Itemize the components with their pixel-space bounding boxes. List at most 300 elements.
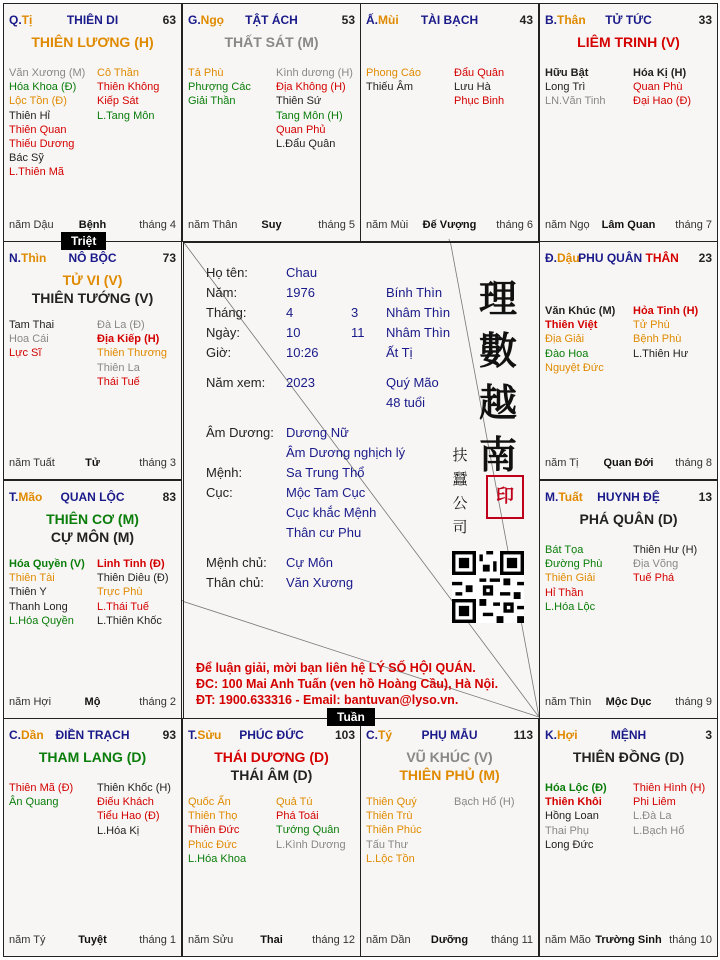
minor-stars-left [545,66,606,109]
day-label: Ngày: [206,325,240,340]
day-lunar: 11 [351,325,365,340]
menh-chu-value: Cự Môn [286,555,333,570]
chi-text: Thìn [21,251,47,265]
minor-star: Thiên Việt [545,319,598,332]
seal-char: 蠶 [452,470,468,488]
minor-stars-right [454,66,504,109]
minor-star: Hóa Quyền (V) [9,558,85,570]
minor-star: Thiên Trù [366,810,413,823]
name-value: Chau [286,265,318,280]
palace-footer [9,934,176,948]
can-text: Đ. [545,251,557,265]
minor-star: Điếu Khách [97,796,154,809]
minor-stars-right [633,543,697,586]
minor-star: Hỉ Thần [545,586,584,599]
palace-footer [366,934,533,948]
minor-star: Thiên Phúc [366,824,422,837]
minor-star: Thái Tuế [97,375,140,388]
palace-name [188,728,355,742]
month-label: Tháng: [206,305,247,320]
minor-stars-left [366,66,421,94]
palace-cell-mao [3,480,182,719]
palace-number: 23 [698,251,712,265]
minor-star: Hữu Bật [545,67,589,79]
footer-year: năm Thân [188,219,238,231]
can-text: G. [188,13,201,27]
horoscope-board [3,3,717,957]
minor-star: Quan Phủ [276,123,326,136]
minor-star: L.Hóa Quyền [9,614,74,627]
year-label: Năm: [206,285,238,300]
minor-star: Địa Không (H) [276,81,346,94]
minor-star: L.Hóa Kị [97,824,140,837]
minor-star: Thiên Khôi [545,796,602,809]
minor-star: Đẩu Quân [454,67,505,79]
minor-star: Ân Quang [9,796,59,809]
footer-phase: Dưỡng [430,934,469,946]
minor-star: Hồng Loan [545,810,599,823]
palace-title: QUAN LỘC [60,490,125,504]
main-star: LIÊM TRINH (V) [577,34,680,50]
palace-cell-ngo [182,3,361,242]
minor-star: L.Thái Tuế [97,600,149,613]
minor-star: Văn Xương (M) [9,67,86,79]
month-value: 4 [286,305,294,320]
minor-star: L.Hóa Khoa [188,852,247,865]
than-chu-label: Thân chủ: [206,575,264,590]
minor-star: Kiếp Sát [97,95,139,108]
minor-stars-left [545,781,607,852]
footer-month: tháng 6 [496,219,533,231]
palace-name [9,490,176,504]
cuc-label: Cục: [206,485,233,500]
amduong-label: Âm Dương: [206,425,274,440]
minor-star: L.Thiên Hư [633,347,689,360]
view-year-label: Năm xem: [206,375,266,390]
palace-header [366,13,533,29]
minor-star: Thiên Thương [97,347,168,360]
main-star: THẤT SÁT (M) [224,34,319,50]
footer-phase: Tử [85,457,100,469]
main-star: VŨ KHÚC (V) [406,749,493,765]
palace-footer [188,934,355,948]
palace-footer [366,219,533,233]
can-text: M. [545,490,559,504]
minor-star: Tử Phù [633,319,670,332]
footer-month: tháng 12 [312,934,355,946]
footer-phase: Suy [261,219,282,231]
minor-stars-left [366,795,422,866]
footer-year: năm Hợi [9,696,52,708]
minor-star: Địa Kiếp (H) [97,333,160,346]
seal-side-text [450,443,470,539]
chi-text: Thân [557,13,586,27]
minor-stars-right [97,318,167,389]
palace-footer [188,219,355,233]
footer-month: tháng 9 [675,696,712,708]
contact-line-1: Để luận giải, mời bạn liên hệ LÝ SỐ HỘI QUÁN. [196,661,476,675]
minor-star: Hóa Khoa (Đ) [9,81,77,94]
minor-stars-left [9,781,73,809]
palace-title: TỬ TỨC [605,13,652,27]
footer-year: năm Thìn [545,696,592,708]
minor-star: L.Thiên Mã [9,166,65,179]
footer-phase: Thai [260,934,283,946]
palace-footer [9,696,176,710]
minor-star: Văn Khúc (M) [545,305,616,317]
palace-footer [9,219,176,233]
minor-star: Thiên Quý [366,796,417,808]
contact-phone-email[interactable]: ĐT: 1900.633316 - Email: bantuvan@lyso.vn. [196,693,459,707]
can-text: C. [9,728,21,742]
palace-header [545,490,712,506]
main-star: THÁI DƯƠNG (D) [214,749,329,765]
minor-stars-right [633,781,705,838]
palace-name [9,251,176,265]
minor-stars-right [276,66,353,151]
palace-title: HUYNH ĐỆ [597,490,660,504]
minor-star: Giải Thần [188,95,236,108]
minor-stars-right [97,66,159,123]
palace-header [545,251,712,267]
palace-cell-mui [360,3,539,242]
minor-star: L.Bạch Hổ [633,824,685,837]
chi-text: Tuất [558,490,583,504]
tuan-badge: Tuần [327,708,375,726]
minor-star: L.Kình Dương [276,838,346,851]
minor-star: Lực Sĩ [9,347,42,360]
palace-title: TẬT ÁCH [245,13,298,27]
minor-star: Thiên Không [97,81,160,94]
footer-month: tháng 11 [490,934,533,946]
day-can: Nhâm Thìn [386,325,451,340]
palace-title: NÔ BỘC [68,251,117,265]
palace-name [545,490,712,504]
minor-star: L.Tang Môn [97,109,155,122]
footer-year: năm Mùi [366,219,409,231]
can-text: C. [366,728,378,742]
minor-star: Bệnh Phù [633,333,682,346]
can-text: Q. [9,13,22,27]
minor-star: Thiên Hình (H) [633,782,706,794]
footer-year: năm Ngọ [545,219,590,231]
palace-cell-dan [3,718,182,957]
minor-star: LN.Văn Tinh [545,95,606,108]
minor-star: Đào Hoa [545,347,589,360]
footer-year: năm Tị [545,457,579,469]
year-can: Bính Thìn [386,285,443,300]
chi-text: Hợi [557,728,578,742]
palace-header [366,728,533,744]
minor-star: Tướng Quân [276,824,340,837]
seal-char: 公 [452,494,468,512]
palace-header [9,490,176,506]
minor-star: Bác Sỹ [9,152,44,165]
minor-star: Thiên Diêu (Đ) [97,572,169,585]
palace-header [545,13,712,29]
palace-number: 103 [334,728,355,742]
palace-footer [545,696,712,710]
palace-name [545,251,712,265]
qr-code[interactable] [452,551,524,623]
palace-cell-dau [539,241,718,480]
minor-star: Đà La (Đ) [97,319,145,331]
minor-star: Quả Tú [276,796,313,808]
red-seal-stamp: 印 [486,475,524,519]
minor-stars-left [9,318,54,361]
minor-stars-left [545,543,602,614]
footer-phase: Trường Sinh [595,934,662,946]
minor-star: Long Trì [545,81,586,94]
amduong-note: Âm Dương nghịch lý [286,445,406,460]
palace-cell-ty2 [360,718,539,957]
minor-star: Hoa Cái [9,333,49,346]
age-value: 48 tuổi [386,395,426,410]
can-text: Ấ. [366,13,378,27]
palace-cell-tuat [539,480,718,719]
minor-star: Thiên Quan [9,123,67,136]
minor-star: Cô Thần [97,67,139,79]
minor-star: Thiếu Dương [9,138,75,151]
minor-star: Địa Giải [545,333,585,346]
than-tag: THÂN [645,251,679,265]
palace-footer [545,457,712,471]
footer-year: năm Dần [366,934,411,946]
main-star: THIÊN PHỦ (M) [399,767,500,783]
minor-star: Lộc Tồn (Đ) [9,95,67,108]
month-lunar: 3 [351,305,359,320]
palace-footer [545,934,712,948]
palace-number: 33 [698,13,712,27]
minor-stars-right [454,795,515,809]
footer-year: năm Dậu [9,219,54,231]
palace-header [9,251,176,267]
hour-label: Giờ: [206,345,232,360]
view-year-value: 2023 [286,375,315,390]
footer-month: tháng 4 [139,219,176,231]
can-text: T. [188,728,198,742]
calligraphy-char: 數 [478,328,517,373]
minor-star: Bạch Hổ (H) [454,796,515,808]
palace-cell-than [539,3,718,242]
month-can: Nhâm Thìn [386,305,451,320]
minor-star: Bát Tọa [545,544,584,556]
minor-star: Hóa Kị (H) [633,67,687,79]
than-cu-note: Thân cư Phu [286,525,362,540]
minor-star: Thiên La [97,361,140,374]
palace-title: PHU QUÂN [578,251,643,265]
footer-month: tháng 3 [139,457,176,469]
minor-stars-right [97,557,169,628]
minor-stars-right [633,304,698,361]
minor-star: Trực Phù [97,586,143,599]
minor-star: L.Đẩu Quân [276,138,336,151]
palace-number: 63 [162,13,176,27]
day-value: 10 [286,325,301,340]
palace-number: 53 [341,13,355,27]
palace-name [545,13,712,27]
menh-chu-label: Mệnh chủ: [206,555,267,570]
minor-star: Thiên Hư (H) [633,544,698,556]
minor-star: Thiên Sứ [276,95,322,108]
palace-name [366,728,533,742]
minor-star: Thiếu Âm [366,81,414,94]
footer-phase: Quan Đới [603,457,654,469]
footer-year: năm Tuất [9,457,55,469]
minor-star: Thiên Hỉ [9,109,50,122]
palace-header [9,728,176,744]
triet-badge: Triệt [61,232,106,250]
main-star: TỬ VI (V) [62,272,123,288]
palace-footer [545,219,712,233]
palace-number: 3 [705,728,712,742]
minor-star: Lưu Hà [454,81,491,94]
minor-star: Tấu Thư [366,838,409,851]
minor-star: Phúc Đức [188,838,237,851]
can-text: N. [9,251,21,265]
palace-header [9,13,176,29]
center-info-panel [183,242,540,719]
minor-star: Quốc Ấn [188,796,231,808]
minor-star: Hỏa Tinh (H) [633,305,699,317]
minor-stars-right [276,795,346,852]
seal-char: 扶 [452,446,468,464]
minor-star: Hóa Lộc (Đ) [545,782,607,794]
palace-cell-ty [3,3,182,242]
calligraphy-logo [468,273,528,481]
minor-star: Phi Liêm [633,796,676,809]
can-text: T. [9,490,19,504]
footer-month: tháng 5 [318,219,355,231]
hour-value: 10:26 [286,345,319,360]
hour-can: Ất Tị [386,345,413,360]
minor-star: Phá Toái [276,810,319,823]
minor-star: Đại Hao (Đ) [633,95,692,108]
palace-number: 93 [162,728,176,742]
footer-phase: Mộ [84,696,101,708]
minor-stars-left [9,66,85,180]
menh-label: Mệnh: [206,465,243,480]
minor-star: Linh Tinh (Đ) [97,558,165,570]
footer-year: năm Sửu [188,934,234,946]
palace-name [9,13,176,27]
chi-text: Mùi [378,13,399,27]
chi-text: Ngọ [200,13,224,27]
amduong-value: Dương Nữ [286,425,349,440]
minor-stars-left [188,66,251,109]
minor-star: Tiểu Hao (Đ) [97,810,160,823]
minor-star: Phượng Các [188,81,251,94]
footer-month: tháng 7 [675,219,712,231]
footer-phase: Đế Vượng [422,219,477,231]
palace-title: ĐIỀN TRẠCH [55,728,130,742]
palace-header [545,728,712,744]
main-star: THIÊN CƠ (M) [46,511,139,527]
footer-month: tháng 8 [675,457,712,469]
main-star: THAM LANG (D) [38,749,147,765]
footer-phase: Tuyệt [78,934,107,946]
main-star: THIÊN TƯỚNG (V) [31,290,154,306]
year-value: 1976 [286,285,315,300]
palace-number: 113 [513,728,533,742]
minor-star: Phong Cáo [366,67,422,79]
minor-star: Thiên Y [9,586,47,599]
calligraphy-char: 越 [478,380,517,425]
palace-cell-thin [3,241,182,480]
minor-star: Thiên Đức [188,824,240,837]
name-label: Họ tên: [206,265,248,280]
palace-number: 73 [162,251,176,265]
minor-star: Tuế Phá [633,572,675,585]
minor-star: Phục Binh [454,95,505,108]
minor-stars-left [545,304,615,375]
palace-name [188,13,355,27]
minor-star: Thanh Long [9,600,68,613]
minor-star: Đường Phù [545,558,603,571]
minor-star: L.Đà La [633,810,672,823]
minor-star: L.Thiên Khốc [97,614,162,627]
palace-title: THIÊN DI [66,13,119,27]
minor-star: Thai Phụ [545,824,590,837]
palace-title: TÀI BẠCH [420,13,479,27]
contact-address: ĐC: 100 Mai Anh Tuấn (ven hồ Hoàng Cầu), Hà Nội. [196,677,499,691]
seal-char: 司 [452,518,468,536]
minor-star: Địa Võng [633,558,679,571]
footer-year: năm Tý [9,934,46,946]
main-star: CỰ MÔN (M) [50,529,135,545]
main-star: THIÊN ĐỒNG (D) [572,749,685,765]
minor-star: Thiên Thọ [188,810,238,823]
minor-stars-right [633,66,691,109]
footer-phase: Lâm Quan [601,219,656,231]
chi-text: Mão [18,490,43,504]
than-chu-value: Văn Xương [286,575,354,590]
minor-star: Kình dương (H) [276,67,353,79]
can-text: B. [545,13,557,27]
palace-number: 83 [162,490,176,504]
main-star: THIÊN LƯƠNG (H) [31,34,154,50]
main-star: PHÁ QUÂN (D) [579,511,678,527]
palace-title: PHỤ MẪU [421,728,478,742]
cuc-note: Cục khắc Mệnh [286,505,377,520]
cuc-value: Mộc Tam Cục [286,485,366,500]
palace-title: MỆNH [610,728,647,742]
minor-star: Tả Phù [188,67,224,79]
main-star: THÁI ÂM (D) [230,767,313,783]
chi-text: Dậu [557,251,580,265]
minor-star: Thiên Mã (Đ) [9,782,74,794]
menh-value: Sa Trung Thổ [286,465,365,480]
palace-cell-hoi [539,718,718,957]
minor-star: Nguyệt Đức [545,361,604,374]
minor-star: Quan Phù [633,81,683,94]
footer-phase: Mộc Dục [605,696,652,708]
minor-star: Thiên Khốc (H) [97,782,171,794]
footer-month: tháng 10 [669,934,712,946]
palace-number: 43 [519,13,533,27]
minor-star: Tang Môn (H) [276,109,343,122]
minor-star: Thiên Giải [545,572,596,585]
minor-star: Long Đức [545,838,594,851]
palace-number: 13 [698,490,712,504]
palace-header [188,13,355,29]
chi-text: Tý [378,728,393,742]
calligraphy-char: 南 [478,432,517,477]
footer-phase: Bệnh [78,219,107,231]
palace-name [545,728,712,742]
minor-stars-right [97,781,171,838]
palace-name [366,13,533,27]
